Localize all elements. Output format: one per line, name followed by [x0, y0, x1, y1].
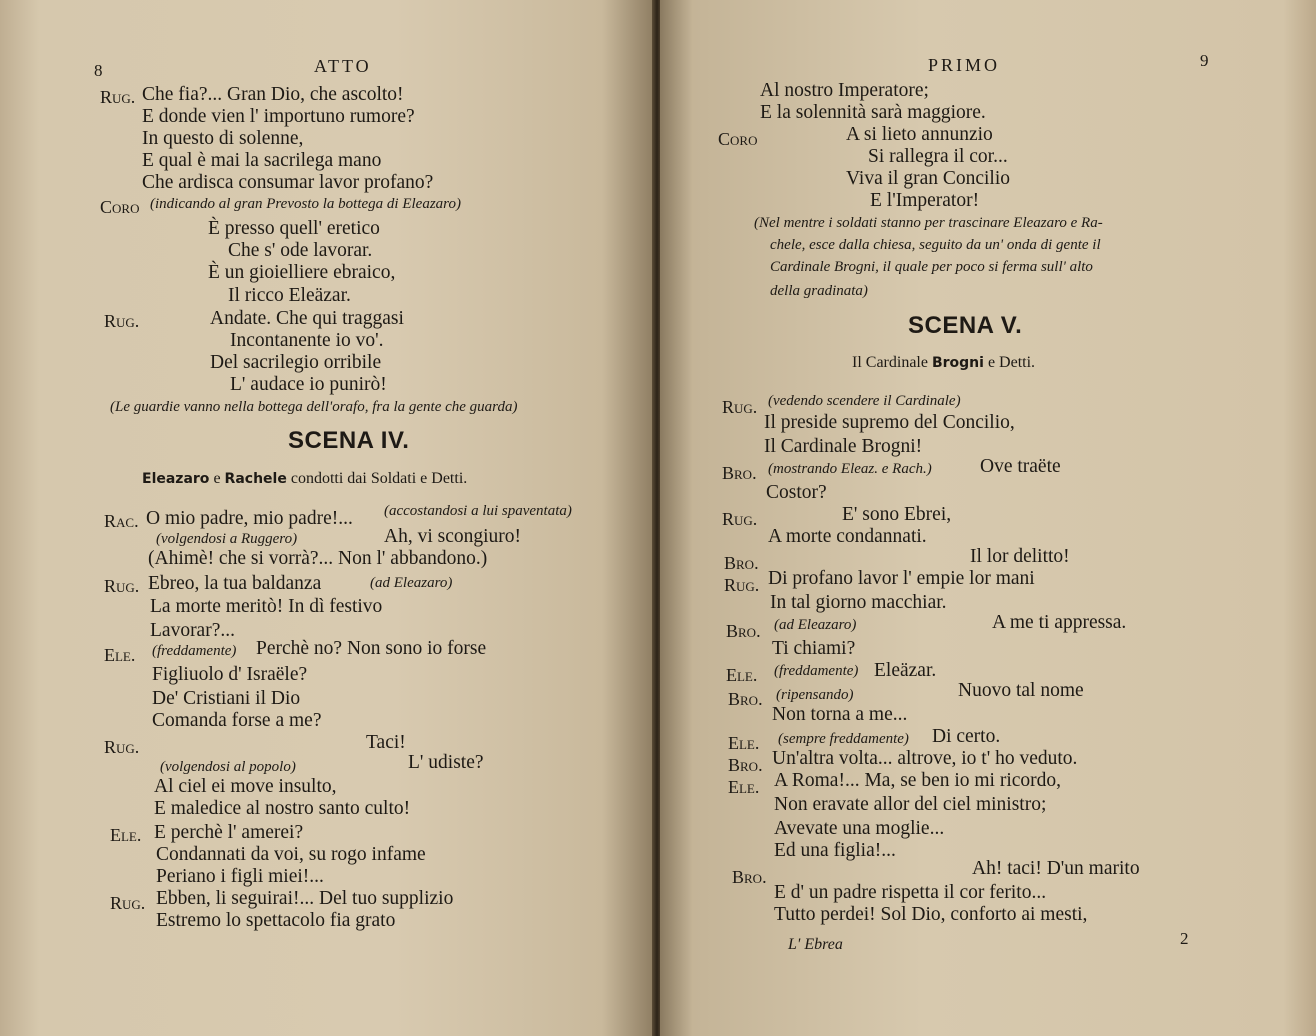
verse-line: De' Cristiani il Dio [152, 688, 301, 709]
stage-direction: (freddamente) [152, 643, 237, 659]
verse-line: Costor? [766, 482, 827, 503]
speaker-label: Ele. [728, 733, 760, 753]
speaker-label: Ele. [110, 825, 142, 845]
verse-line: E donde vien l' importuno rumore? [142, 106, 415, 127]
character-name: Rachele [224, 471, 287, 487]
scene-characters-pre: Il Cardinale [852, 354, 928, 371]
verse-line: E l'Imperator! [870, 190, 980, 211]
verse-line: Tutto perdei! Sol Dio, conforto ai mesti, [774, 904, 1088, 925]
speaker-label: Ele. [726, 665, 758, 685]
verse-line: In questo di solenne, [142, 128, 304, 149]
scene-title: SCENA V. [908, 312, 1023, 339]
verse-line: (Ahimè! che si vorrà?... Non l' abbandono.) [148, 548, 488, 569]
verse-line: O mio padre, mio padre!... [146, 508, 353, 529]
verse-line: Non eravate allor del ciel ministro; [774, 794, 1047, 815]
verse-line: Che fia?... Gran Dio, che ascolto! [142, 84, 404, 105]
character-name: Eleazaro [142, 471, 210, 487]
verse-line: L' udiste? [408, 752, 484, 773]
stage-direction: (ad Eleazaro) [370, 575, 453, 591]
left-page [0, 0, 654, 1036]
conjunction: e [213, 470, 221, 487]
verse-line: Condannati da voi, su rogo infame [156, 844, 426, 865]
verse-line: Andate. Che qui traggasi [210, 308, 404, 329]
verse-line: Al ciel ei move insulto, [154, 776, 337, 797]
speaker-label: Rug. [104, 737, 140, 757]
speaker-label: Ele. [728, 777, 760, 797]
verse-line: Ti chiami? [772, 638, 856, 659]
verse-line: E perchè l' amerei? [154, 822, 304, 843]
verse-line: Il lor delitto! [970, 546, 1070, 567]
stage-direction: Cardinale Brogni, il quale per poco si ferma sull' alto [770, 259, 1093, 275]
verse-line: E' sono Ebrei, [842, 504, 952, 525]
right-page [660, 0, 1316, 1036]
verse-line: Il Cardinale Brogni! [764, 436, 923, 457]
speaker-label: Rug. [100, 87, 136, 107]
speaker-label: Rug. [110, 893, 146, 913]
verse-line: A Roma!... Ma, se ben io mi ricordo, [774, 770, 1062, 791]
stage-direction: (volgendosi a Ruggero) [156, 531, 298, 547]
stage-direction: chele, esce dalla chiesa, seguito da un' onda di gente il [770, 237, 1101, 253]
verse-line: E qual è mai la sacrilega mano [142, 150, 382, 171]
verse-line: Non torna a me... [772, 704, 908, 725]
signature-number: 2 [1180, 929, 1189, 948]
verse-line: Il preside supremo del Concilio, [764, 412, 1015, 433]
verse-line: Di profano lavor l' empie lor mani [768, 568, 1035, 589]
speaker-label: Bro. [732, 867, 767, 887]
verse-line: A me ti appressa. [992, 612, 1127, 633]
verse-line: Incontanente io vo'. [230, 330, 384, 351]
verse-line: Ah! taci! D'un marito [972, 858, 1140, 879]
stage-direction: (ad Eleazaro) [774, 617, 857, 633]
scene-characters [852, 352, 1035, 374]
stage-direction: (vedendo scendere il Cardinale) [768, 393, 961, 409]
stage-direction: (indicando al gran Prevosto la bottega di Eleazaro) [150, 196, 461, 212]
speaker-label: Rac. [104, 511, 139, 531]
running-header: ATTO [314, 56, 372, 76]
verse-line: Del sacrilegio orribile [210, 352, 382, 373]
verse-line: Al nostro Imperatore; [760, 80, 929, 101]
speaker-label: Coro [718, 129, 758, 149]
stage-direction: (freddamente) [774, 663, 859, 679]
speaker-label: Ele. [104, 645, 136, 665]
verse-line: La morte meritò! In dì festivo [150, 596, 383, 617]
verse-line: Lavorar?... [150, 620, 235, 641]
verse-line: Comanda forse a me? [152, 710, 322, 731]
stage-direction: (ripensando) [776, 687, 854, 703]
verse-line: Ove traëte [980, 456, 1061, 477]
speaker-label: Bro. [728, 755, 763, 775]
verse-line: Il ricco Eleäzar. [228, 285, 351, 306]
speaker-label: Coro [100, 197, 140, 217]
signature-mark: L' Ebrea [788, 936, 843, 953]
verse-line: Ed una figlia!... [774, 840, 896, 861]
stage-direction: (accostandosi a lui spaventata) [384, 503, 572, 519]
stage-direction: (Nel mentre i soldati stanno per trascinare Eleazaro e Ra- [754, 215, 1103, 231]
verse-line: Si rallegra il cor... [868, 146, 1008, 167]
stage-direction: della gradinata) [770, 283, 868, 299]
stage-direction: (mostrando Eleaz. e Rach.) [768, 461, 932, 477]
verse-line: Taci! [366, 732, 406, 753]
speaker-label: Bro. [724, 553, 759, 573]
speaker-label: Bro. [722, 463, 757, 483]
stage-direction: (Le guardie vanno nella bottega dell'orafo, fra la gente che guarda) [110, 399, 518, 415]
verse-line: A morte condannati. [768, 526, 927, 547]
verse-line: Ebreo, la tua baldanza [148, 573, 322, 594]
verse-line: Avevate una moglie... [774, 818, 945, 839]
verse-line: A si lieto annunzio [846, 124, 993, 145]
verse-line: È presso quell' eretico [208, 218, 380, 239]
verse-line: E maledice al nostro santo culto! [154, 798, 411, 819]
verse-line: In tal giorno macchiar. [770, 592, 947, 613]
verse-line: Ah, vi scongiuro! [384, 526, 522, 547]
verse-line: Di certo. [932, 726, 1001, 747]
page-number: 8 [94, 61, 103, 80]
scene-title: SCENA IV. [288, 427, 410, 454]
verse-line: Figliuolo d' Israële? [152, 664, 308, 685]
speaker-label: Rug. [104, 311, 140, 331]
verse-line: Perchè no? Non sono io forse [256, 638, 487, 659]
verse-line: Che s' ode lavorar. [228, 240, 373, 261]
verse-line: L' audace io punirò! [230, 374, 387, 395]
page-number: 9 [1200, 51, 1209, 70]
verse-line: Eleäzar. [874, 660, 937, 681]
speaker-label: Rug. [724, 575, 760, 595]
scene-characters-rest: condotti dai Soldati e Detti. [290, 470, 468, 487]
scene-characters [142, 468, 467, 490]
speaker-label: Bro. [728, 689, 763, 709]
stage-direction: (sempre freddamente) [778, 731, 909, 747]
verse-line: Un'altra volta... altrove, io t' ho veduto. [772, 748, 1078, 769]
stage-direction: (volgendosi al popolo) [160, 759, 296, 775]
verse-line: È un gioielliere ebraico, [208, 262, 396, 283]
verse-line: E d' un padre rispetta il cor ferito... [774, 882, 1047, 903]
verse-line: Che ardisca consumar lavor profano? [142, 172, 434, 193]
character-name: Brogni [931, 355, 984, 371]
verse-line: Periano i figli miei!... [156, 866, 324, 887]
speaker-label: Rug. [722, 397, 758, 417]
speaker-label: Rug. [104, 576, 140, 596]
scene-characters-rest: e Detti. [987, 354, 1036, 371]
verse-line: Estremo lo spettacolo fia grato [156, 910, 396, 931]
speaker-label: Rug. [722, 509, 758, 529]
verse-line: Viva il gran Concilio [846, 168, 1011, 189]
speaker-label: Bro. [726, 621, 761, 641]
verse-line: Ebben, li seguirai!... Del tuo supplizio [156, 888, 454, 909]
verse-line: Nuovo tal nome [958, 680, 1084, 701]
running-header: PRIMO [928, 55, 1001, 75]
verse-line: E la solennità sarà maggiore. [760, 102, 986, 123]
